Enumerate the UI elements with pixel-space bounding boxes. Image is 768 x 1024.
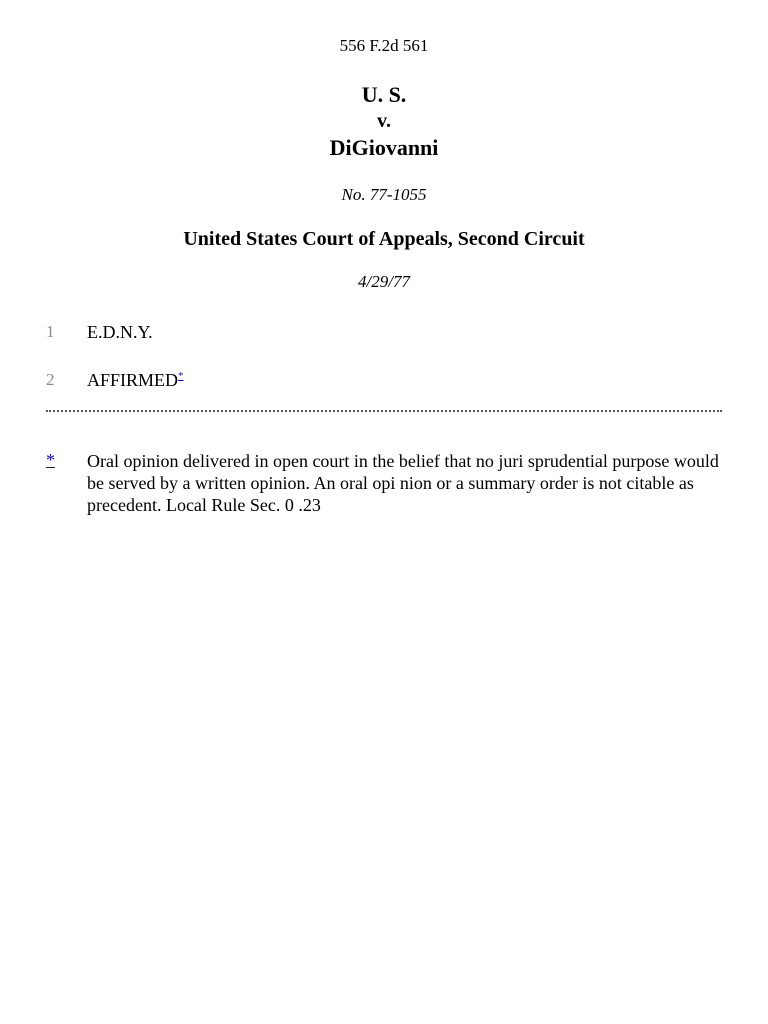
- court-name: United States Court of Appeals, Second Circuit: [183, 228, 585, 250]
- footnote-text: Oral opinion delivered in open court in the belief that no juri sprudential purpose would be served by a written opinion. An oral opi nion or a summary order is not citable as precedent. Local Rule Sec. 0 .23: [87, 451, 719, 515]
- citation: 556 F.2d 561: [339, 36, 429, 55]
- docket-number: No. 77-1055: [341, 185, 427, 204]
- party-name-appellant: DiGiovanni: [329, 135, 439, 160]
- paragraph-number: 2: [46, 370, 55, 389]
- paragraph-text: AFFIRMED: [87, 370, 179, 390]
- paragraph-number: 1: [46, 322, 55, 341]
- paragraph-text-wrap: [87, 370, 184, 391]
- versus-label: v.: [377, 110, 391, 132]
- paragraph-text: E.D.N.Y.: [87, 322, 153, 342]
- decision-date: 4/29/77: [358, 272, 410, 291]
- footnote-backlink[interactable]: *: [46, 450, 55, 470]
- footnote-reference-link[interactable]: *: [178, 370, 184, 382]
- party-name-appellee: U. S.: [361, 82, 407, 107]
- footnote-divider: [46, 410, 722, 412]
